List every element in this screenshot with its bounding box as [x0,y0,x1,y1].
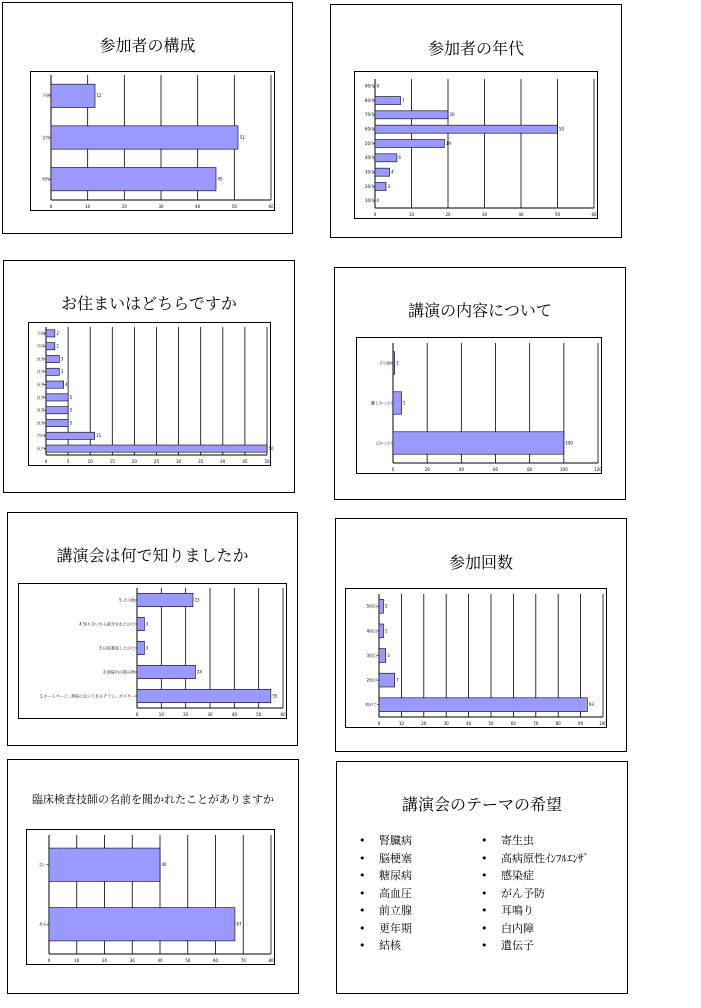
value-label: 3 [60,369,64,375]
category-label: 1.ホームページ、病院においてあるチラシ、ポスター [39,693,135,699]
x-tick-label: 20 [101,958,108,963]
slide-how-learned [7,512,298,746]
bar [49,848,160,881]
chart-lecture-content [356,337,602,474]
category-label: 区内 [37,446,45,451]
value-label: 45 [217,176,223,182]
value-label: 7 [396,677,399,683]
value-label: 0 [376,198,380,204]
theme-item: • 糖尿病 [357,867,412,885]
x-tick-label: 35 [198,459,204,464]
value-label: 11 [96,433,102,439]
x-tick-label: 20 [183,712,189,717]
x-tick-label: 25 [153,459,160,464]
bar [137,617,144,630]
bar [375,154,397,162]
bar [51,126,238,149]
category-label: 40代 [364,155,374,161]
x-tick-label: 80 [268,958,274,963]
x-tick-label: 0 [47,958,51,963]
x-tick-label: 30 [207,712,213,717]
value-label: 0 [376,83,380,89]
x-tick-label: 10 [408,212,415,217]
category-label: 4回目 [366,628,377,634]
x-tick-label: 80 [555,721,561,726]
bar [46,419,68,426]
theme-item: • 寄生虫 [479,832,589,850]
value-label: 50 [268,446,274,451]
x-tick-label: 90 [578,721,584,726]
x-tick-label: 0 [135,712,139,717]
chart-how-learned [18,583,287,719]
value-label: 5 [403,400,406,406]
value-label: 4 [65,382,68,387]
x-tick-label: 10 [398,721,404,726]
x-tick-label: 50 [185,958,191,963]
theme-item: • 感染症 [479,867,589,885]
value-label: 19 [445,140,451,146]
category-label: 不明 [37,330,45,336]
x-tick-label: 0 [49,204,53,209]
value-label: 3 [60,356,64,362]
value-label: 12 [96,93,102,99]
theme-item: • 更年期 [357,920,412,938]
chart-residence [28,322,274,466]
x-tick-label: 0 [44,459,48,464]
theme-item: • 脳梗塞 [357,850,412,868]
x-tick-label: 15 [109,459,115,464]
bar [46,407,68,414]
category-label: 2回目 [366,677,377,683]
bar [379,624,383,638]
slide-participant-composition [2,2,293,234]
value-label: 100 [565,440,573,446]
bar [51,84,95,107]
x-tick-label: 20 [445,212,451,217]
category-label: 60代 [364,126,374,132]
category-label: 2.病院内の掲示物 [103,669,135,675]
slide-technologist-awareness [7,759,299,994]
bar [393,432,564,454]
slide-title: 参加者の構成 [99,36,196,55]
bar [379,673,395,687]
value-label: 24 [196,669,202,675]
x-tick-label: 40 [195,204,201,209]
value-label: 55 [272,693,278,699]
bar [46,381,64,388]
x-tick-label: 60 [492,467,499,472]
x-tick-label: 60 [510,721,516,726]
x-tick-label: 40 [231,712,237,717]
value-label: 23 [194,597,200,603]
category-label: 20代 [364,183,374,189]
value-label: 2 [384,628,388,634]
category-label: 5回目 [366,603,377,609]
value-label: 3 [387,183,390,189]
x-tick-label: 60 [280,712,286,717]
bar [137,641,144,654]
value-label: 20 [449,112,455,118]
bar [51,168,216,191]
x-tick-label: 50 [256,712,262,717]
slide-title: 講演会は何で知りましたか [56,546,249,565]
x-tick-label: 40 [220,459,226,464]
bar [375,139,444,147]
value-label: 3 [387,652,390,658]
x-tick-label: 30 [176,459,182,464]
x-tick-label: 20 [421,721,427,726]
value-label: 1 [396,360,399,366]
bar [375,125,558,133]
x-tick-label: 40 [518,212,524,217]
bar [46,355,59,362]
category-label: 区外 [37,394,45,400]
value-label: 3 [145,645,149,651]
chart-participant-composition [30,71,275,211]
category-label: 男性 [42,176,50,182]
category-label: 80代 [364,97,374,103]
x-tick-label: 0 [391,467,395,472]
value-label: 4 [391,169,394,175]
category-label: 3.以前参加したので [99,645,135,651]
category-label: 区外 [37,420,45,426]
category-label: 4.知り合いから紹介されたので [79,621,135,627]
bar [379,599,383,613]
slide-title: 講演会のテーマの希望 [401,795,562,814]
bar [375,96,401,104]
category-label: 70代 [364,112,374,118]
value-label: 2 [56,330,59,336]
bar [375,111,448,119]
theme-item: • 高血圧 [357,885,412,903]
category-label: 初めて [365,702,377,708]
bar [137,593,193,606]
value-label: 6 [398,155,401,161]
value-label: 5 [69,394,73,400]
category-label: その他 [379,360,391,366]
chart-participant-age [354,71,598,219]
theme-item: • 前立腺 [357,902,412,920]
theme-item: • 耳鳴り [479,902,589,920]
x-tick-label: 30 [129,958,135,963]
x-tick-label: 10 [85,204,91,209]
x-tick-label: 5 [66,459,70,464]
x-tick-label: 70 [533,721,539,726]
x-tick-label: 50 [231,204,237,209]
value-label: 40 [161,862,167,868]
bar [137,689,271,702]
bar [137,665,195,678]
slide-participant-age [330,4,622,238]
x-tick-label: 40 [466,721,472,726]
x-tick-label: 40 [157,958,163,963]
bar [46,368,59,375]
bar [379,649,386,663]
category-label: 不明 [42,93,50,99]
category-label: 女性 [42,134,50,140]
x-tick-label: 10 [87,459,93,464]
x-tick-label: 80 [527,467,533,472]
bar [46,445,267,452]
category-label: 区外 [37,382,45,387]
bar [375,182,386,190]
slide-title: 臨床検査技師の名前を聞かれたことがありますか [32,793,274,806]
category-label: 30代 [364,169,374,175]
x-tick-label: 20 [424,467,430,472]
value-label: 51 [239,134,245,140]
category-label: 難しかった [371,400,391,406]
bar [375,168,390,176]
value-label: 3 [145,621,149,627]
x-tick-label: 60 [212,958,219,963]
x-tick-label: 40 [458,467,464,472]
x-tick-label: 30 [481,212,488,217]
x-tick-label: 50 [264,459,270,464]
slide-lecture-content [334,267,626,500]
value-label: 2 [56,343,59,349]
bar [393,352,395,374]
bar [46,330,55,337]
slide-theme-requests [336,761,628,994]
chart-technologist-awareness [26,829,275,965]
x-tick-label: 0 [377,721,381,726]
value-label: 67 [236,921,242,927]
category-label: 5.その他 [119,597,135,603]
category-label: よかった [375,440,391,446]
category-label: 10代 [364,198,374,204]
value-label: 2 [384,603,388,609]
slide-attendance-count [335,518,627,752]
category-label: 50代 [364,140,374,146]
category-label: 3回目 [366,652,377,658]
x-tick-label: 0 [373,212,377,217]
bar [46,432,95,439]
x-tick-label: 70 [240,958,246,963]
x-tick-label: 50 [554,212,561,217]
x-tick-label: 60 [591,212,597,217]
bar [49,908,235,941]
category-label: 市外 [37,343,45,349]
chart-attendance-count [345,588,607,728]
x-tick-label: 20 [131,459,137,464]
bar [393,392,402,414]
category-label: 90代 [364,83,374,89]
slide-title: 講演の内容について [408,301,552,320]
value-label: 93 [588,702,594,708]
category-label: 区外 [37,369,45,375]
bar [379,698,587,712]
x-tick-label: 10 [74,958,80,963]
x-tick-label: 50 [488,721,494,726]
theme-item: • 高病原性ｲﾝﾌﾙｴﾝｻﾞ [479,850,589,868]
x-tick-label: 120 [594,467,602,472]
theme-list-left [357,832,412,955]
value-label: 7 [402,97,405,103]
x-tick-label: 30 [443,721,449,726]
category-label: 区外 [37,356,45,362]
bar [46,394,68,401]
x-tick-label: 60 [268,204,274,209]
slide-title: 参加回数 [448,553,513,572]
x-tick-label: 45 [242,459,248,464]
slide-title: お住まいはどちらですか [61,294,237,313]
slide-title: 参加者の年代 [427,39,524,58]
x-tick-label: 20 [121,204,127,209]
theme-item: • 白内障 [479,920,589,938]
slide-residence [3,260,295,493]
x-tick-label: 30 [158,204,164,209]
value-label: 50 [559,126,565,132]
value-label: 5 [69,420,73,426]
theme-item: • 結核 [357,937,412,955]
x-tick-label: 10 [158,712,164,717]
category-label: 市内 [37,433,45,439]
category-label: 区外 [37,407,45,413]
value-label: 5 [69,407,73,413]
x-tick-label: 100 [560,467,568,472]
category-label: ない [39,862,47,868]
theme-list-right [479,832,589,955]
category-label: ある [39,921,47,927]
theme-item: • 腎臓病 [357,832,412,850]
theme-item: • がん予防 [479,885,589,903]
bar [46,343,55,350]
x-tick-label: 100 [599,721,607,726]
theme-item: • 遺伝子 [479,937,589,955]
